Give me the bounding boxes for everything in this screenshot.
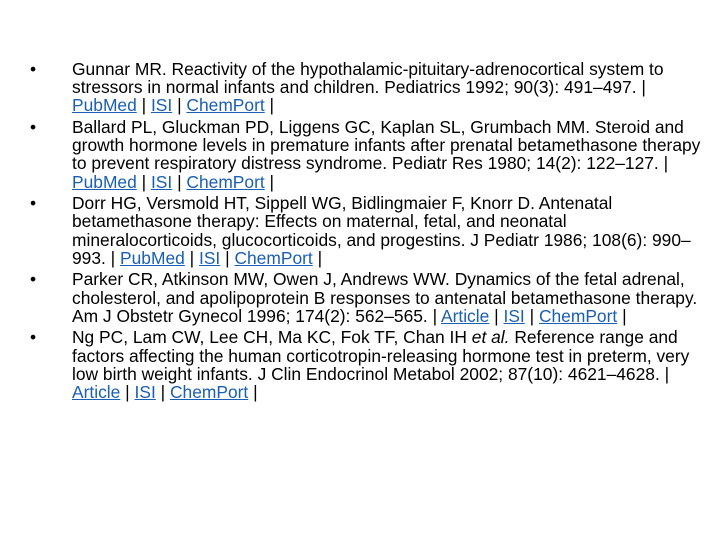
chemport-link[interactable]: ChemPort xyxy=(234,247,313,268)
link-separator: | xyxy=(264,171,275,192)
link-separator: | xyxy=(120,382,135,403)
pubmed-link[interactable]: PubMed xyxy=(120,247,185,268)
link-separator: | xyxy=(489,305,504,326)
reference-item xyxy=(30,60,702,115)
chemport-link[interactable]: ChemPort xyxy=(186,171,265,192)
bullet: • xyxy=(30,327,37,348)
chemport-link[interactable]: ChemPort xyxy=(169,382,249,403)
article-link[interactable]: Article xyxy=(440,305,490,326)
reference-item xyxy=(30,194,702,267)
link-separator: | xyxy=(184,247,199,268)
reference-text: Parker CR, Atkinson MW, Owen J, Andrews WW. Dynamics of the fetal adrenal, cholesterol, and apolipoprotein B responses to antenatal betamethasone therapy. Am J Obstetr Gynecol 1996; 174(2): 562–565. | xyxy=(72,269,698,326)
reference-text: Ballard PL, Gluckman PD, Liggens GC, Kaplan SL, Grumbach MM. Steroid and growth hormone levels in premature infants after prenatal betamethasone therapy to prevent respiratory distress syndrome. Pediatr Res 1980; 14(2): 122–127. | xyxy=(72,117,701,174)
link-separator: | xyxy=(172,171,187,192)
isi-link[interactable]: ISI xyxy=(150,171,173,192)
pubmed-link[interactable]: PubMed xyxy=(72,171,137,192)
isi-link[interactable]: ISI xyxy=(150,95,173,116)
link-separator: | xyxy=(524,305,539,326)
reference-text: Ng PC, Lam CW, Lee CH, Ma KC, Fok TF, Chan IH xyxy=(72,327,472,348)
bullet: • xyxy=(30,117,37,137)
link-separator: | xyxy=(136,171,151,192)
link-separator: | xyxy=(312,247,323,268)
link-separator: | xyxy=(172,95,187,116)
bullet: • xyxy=(30,269,37,290)
link-separator: | xyxy=(617,305,627,326)
link-separator: | xyxy=(136,95,151,116)
isi-link[interactable]: ISI xyxy=(503,305,525,326)
isi-link[interactable]: ISI xyxy=(134,382,156,403)
reference-item xyxy=(30,328,702,401)
chemport-link[interactable]: ChemPort xyxy=(538,305,618,326)
article-link[interactable]: Article xyxy=(72,382,121,403)
reference-text: Dorr HG, Versmold HT, Sippell WG, Bidlingmaier F, Knorr D. Antenatal betamethasone therapy: Effects on maternal, fetal, and neonatal mineralocorticoids, glucocorticoids, and progestins. J Pediatr 1986; 108(6): 990–993. | xyxy=(72,193,691,268)
pubmed-link[interactable]: PubMed xyxy=(72,95,137,116)
link-separator: | xyxy=(155,382,170,403)
link-separator: | xyxy=(248,382,258,403)
bullet: • xyxy=(30,59,37,79)
link-separator: | xyxy=(264,95,275,116)
reference-item xyxy=(30,270,702,325)
reference-list xyxy=(30,60,702,405)
link-separator: | xyxy=(220,247,235,268)
et-al-text: et al. xyxy=(471,327,510,348)
reference-text: Gunnar MR. Reactivity of the hypothalamic-pituitary-adrenocortical system to stressors in normal infants and children. Pediatrics 1992; 90(3): 491–497. | xyxy=(72,59,664,98)
reference-text-continued: Reference range and factors affecting the human corticotropin-releasing hormone test in preterm, very low birth weight infants. J Clin Endocrinol Metabol 2002; 87(10): 4621–4628. | xyxy=(72,327,690,384)
bullet: • xyxy=(30,193,37,214)
isi-link[interactable]: ISI xyxy=(199,247,221,268)
reference-item xyxy=(30,118,702,191)
chemport-link[interactable]: ChemPort xyxy=(186,95,265,116)
